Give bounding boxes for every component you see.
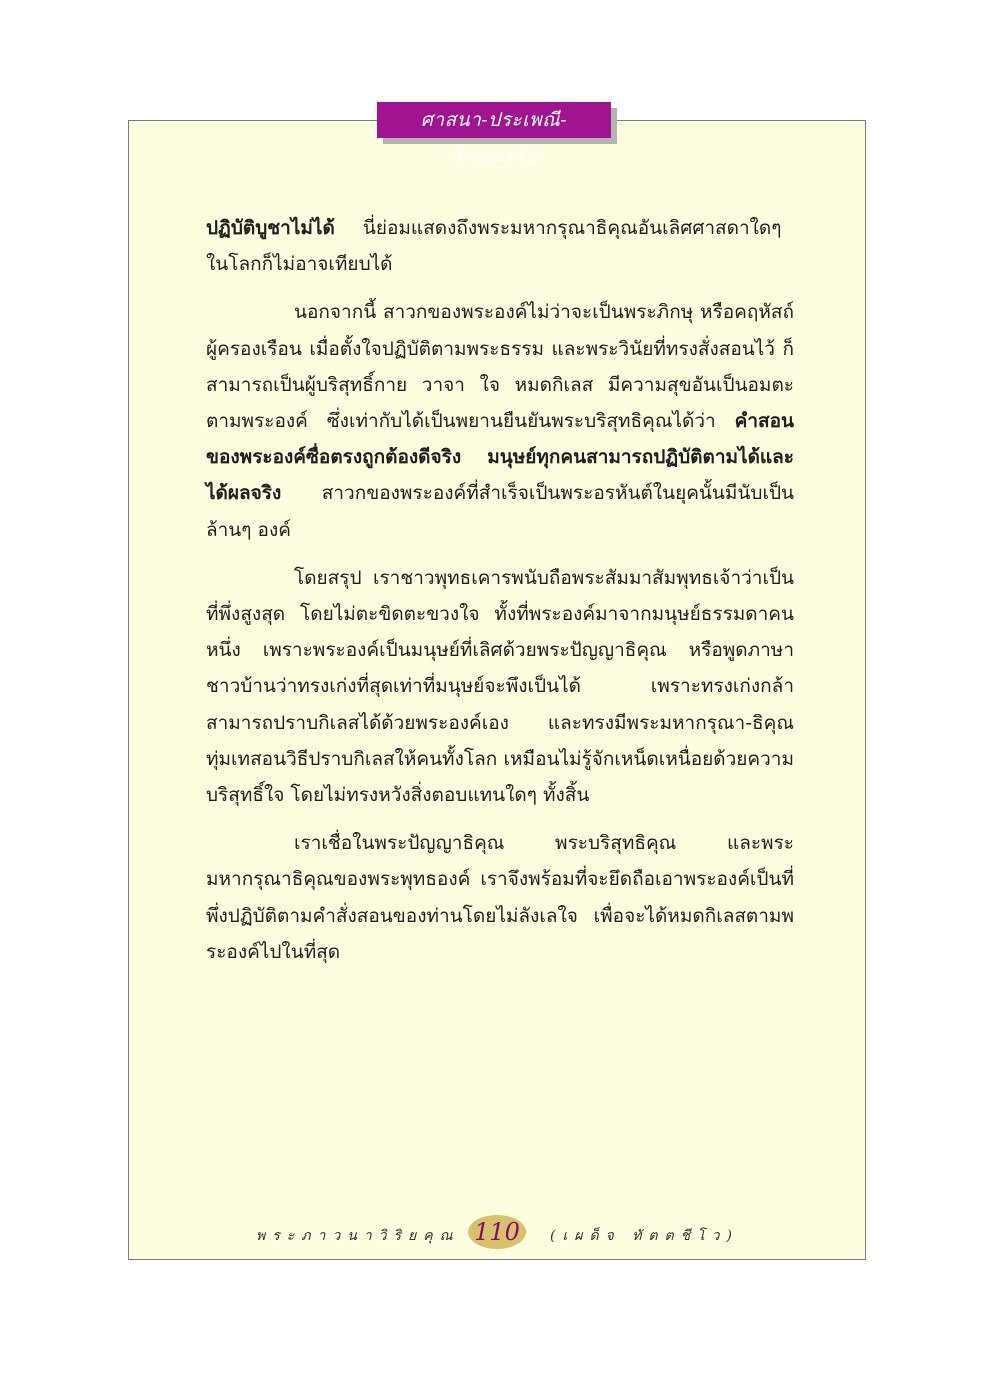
body-text <box>206 210 794 982</box>
paragraph-text: นี่ย่อมแสดงถึงพระมหากรุณาธิคุณอันเลิศศาสดาใดๆ ในโลกก็ไม่อาจเทียบได้ <box>206 217 782 276</box>
footer-book-title: พระภาวนาวิริยคุณ <box>256 1228 460 1244</box>
paragraph-text: นอกจากนี้ สาวกของพระองค์ไม่ว่าจะเป็นพระภิกษุ หรือคฤหัสถ์ผู้ครองเรือน เมื่อตั้งใจปฏิบัติตามพระธรรม และพระวินัยที่ทรงสั่งสอนไว้ ก็สามารถเป็นผู้บริสุทธิ์กาย วาจา ใจ หมดกิเลส มีความสุขอันเป็นอมตะตามพระองค์ ซึ่งเท่ากับได้เป็นพยานยืนยันพระบริสุทธิคุณได้ว่า <box>206 301 794 433</box>
category-header: ศาสนา-ประเพณี-วัฒนธรรม <box>377 102 611 138</box>
bold-lead-text: ปฏิบัติบูชาไม่ได้ <box>206 217 335 239</box>
footer-author: (เผด็จ ทัตตชีโว) <box>550 1228 739 1244</box>
paragraph-1 <box>206 210 794 282</box>
paragraph-2 <box>206 294 794 547</box>
paragraph-text: เราเชื่อในพระปัญญาธิคุณ พระบริสุทธิคุณ และพระมหากรุณาธิคุณของพระพุทธองค์ เราจึงพร้อมที่จะยึดถือเอาพระองค์เป็นที่พึ่งปฏิบัติตามคำสั่งสอนของท่านโดยไม่ลังเลใจ เพื่อจะได้หมดกิเลสตามพระองค์ไปในที่สุด <box>206 832 794 963</box>
paragraph-text: โดยสรุป เราชาวพุทธเคารพนับถือพระสัมมาสัมพุทธเจ้าว่าเป็นที่พึ่งสูงสุด โดยไม่ตะขิดตะขวงใจ ทั้งที่พระองค์มาจากมนุษย์ธรรมดาคนหนึ่ง เพราะพระองค์เป็นมนุษย์ที่เลิศด้วยพระปัญญาธิคุณ หรือพูดภาษาชาวบ้านว่าทรงเก่งที่สุดเท่าที่มนุษย์จะพึงเป็นได้ เพราะทรงเก่งกล้าสามารถปราบกิเลสได้ด้วยพระองค์เอง และทรงมีพระมหากรุณา-ธิคุณ ทุ่มเทสอนวิธีปราบกิเลสให้คนทั้งโลก เหมือนไม่รู้จักเหน็ดเหนื่อยด้วยความบริสุทธิ์ใจ โดยไม่ทรงหวังสิ่งตอบแทนใดๆ ทั้งสิ้น <box>206 566 794 807</box>
page-footer <box>128 1215 866 1251</box>
paragraph-text: สาวกของพระองค์ที่สำเร็จเป็นพระอรหันต์ในยุคนั้นมีนับเป็นล้านๆ องค์ <box>206 482 794 541</box>
page-number: 110 <box>474 1218 520 1246</box>
bold-emphasis-text: คำสอนของพระองค์ซื่อตรงถูกต้องดีจริง มนุษย์ทุกคนสามารถปฏิบัติตามได้และได้ผลจริง <box>206 410 795 505</box>
paragraph-4 <box>206 825 794 970</box>
paragraph-3 <box>206 560 794 813</box>
